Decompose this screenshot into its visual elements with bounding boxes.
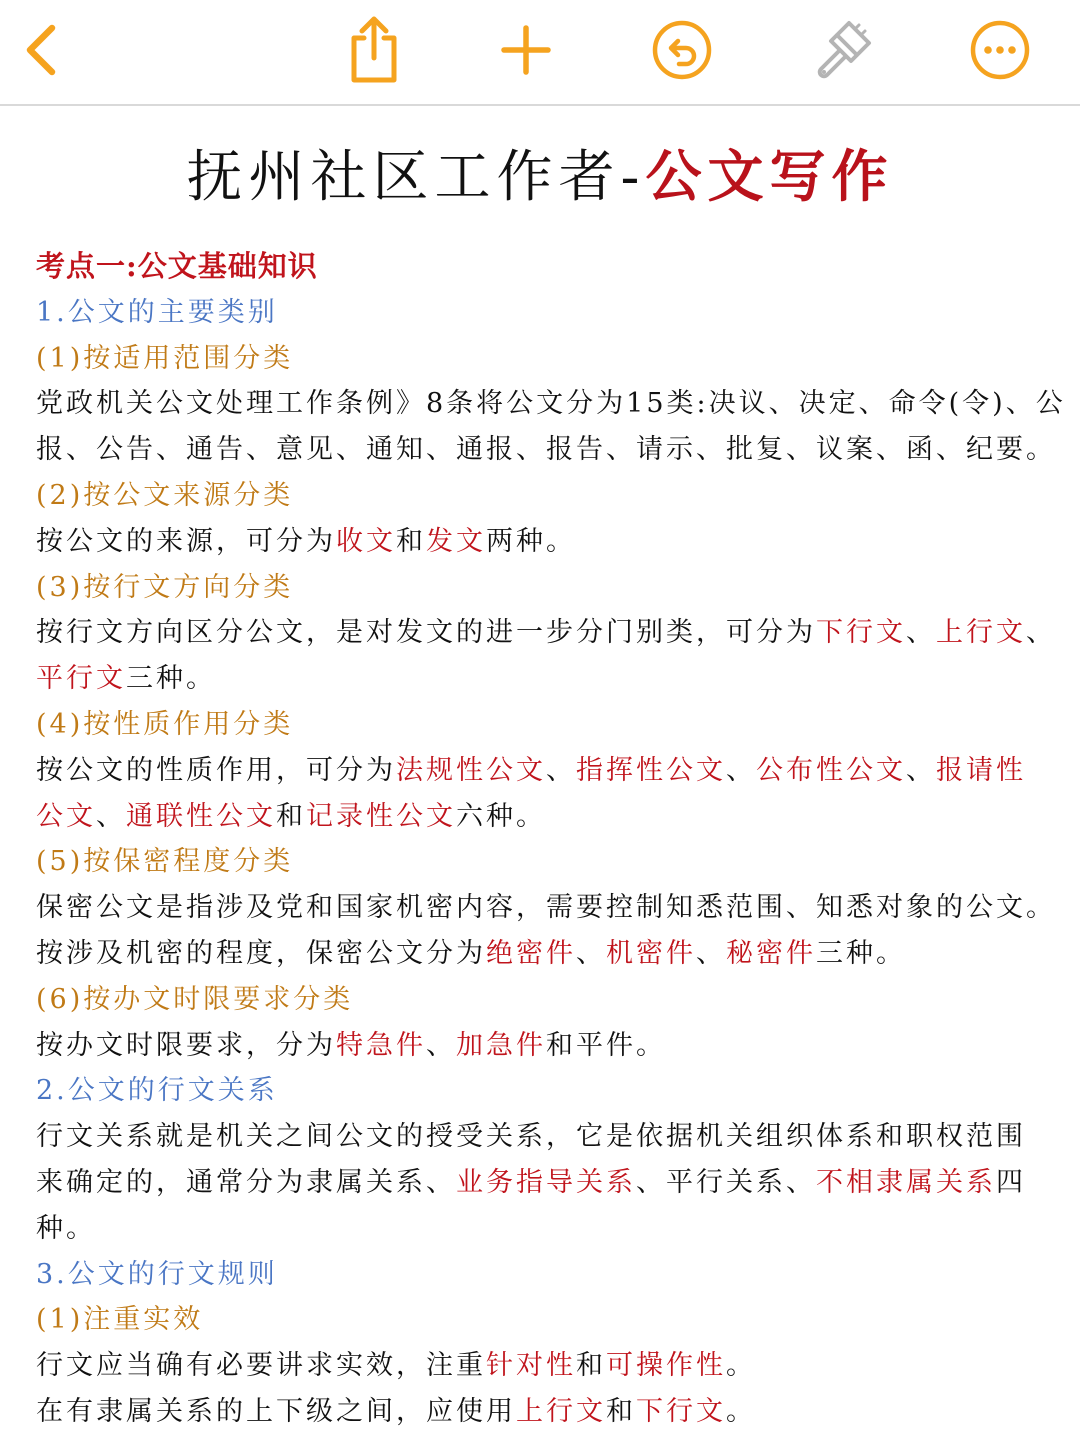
title-part-2: 公文写作 [645, 144, 894, 210]
highlighted-term: 机密件 [606, 937, 696, 969]
subtopic-heading [36, 336, 1060, 382]
document-title [0, 142, 1080, 213]
text-segment: (1)按适用范围分类 [36, 342, 294, 374]
highlighted-term: 针对性 [486, 1350, 576, 1382]
share-icon [342, 14, 406, 86]
paragraph-line [36, 794, 1060, 840]
text-segment: 和 [606, 1395, 636, 1427]
text-segment: 、 [426, 1029, 456, 1061]
plus-icon [496, 20, 556, 80]
highlighted-term: 发文 [426, 525, 486, 557]
paragraph-line [36, 1160, 1060, 1206]
undo-icon [650, 18, 714, 82]
text-segment: 报、公告、通告、意见、通知、通报、报告、请示、批复、议案、函、纪要。 [36, 434, 1056, 466]
text-segment: (4)按性质作用分类 [36, 708, 294, 740]
text-segment: 、 [696, 937, 726, 969]
document-body [0, 106, 1080, 1440]
highlighted-term: 特急件 [336, 1029, 426, 1061]
highlighted-term: 下行文 [636, 1395, 726, 1427]
undo-button[interactable] [646, 14, 718, 86]
text-segment: 按涉及机密的程度，保密公文分为 [36, 937, 486, 969]
chevron-left-icon [12, 20, 72, 80]
topic-heading [36, 1068, 1060, 1114]
text-segment: (5)按保密程度分类 [36, 846, 294, 878]
text-segment: 、 [96, 800, 126, 832]
text-segment: 按公文的来源，可分为 [36, 525, 336, 557]
paragraph-line [36, 931, 1060, 977]
paragraph-line [36, 610, 1060, 656]
text-segment: 种。 [36, 1212, 96, 1244]
text-segment: 行文应当确有必要讲求实效，注重 [36, 1350, 486, 1382]
highlighted-term: 收文 [336, 525, 396, 557]
paragraph-line [36, 1206, 1060, 1252]
section-heading [36, 244, 1060, 290]
text-segment: 按公文的性质作用，可分为 [36, 754, 396, 786]
highlighted-term: 上行文 [936, 617, 1026, 649]
highlighted-term: 可操作性 [606, 1350, 726, 1382]
toolbar [0, 0, 1080, 106]
text-segment: 、 [726, 754, 756, 786]
more-button[interactable] [964, 14, 1036, 86]
text-segment: (6)按办文时限要求分类 [36, 983, 354, 1015]
paragraph-line [36, 656, 1060, 702]
text-segment: 来确定的，通常分为隶属关系、 [36, 1166, 456, 1198]
topic-heading [36, 290, 1060, 336]
highlighted-term: 业务指导关系 [456, 1166, 636, 1198]
text-segment: 三种。 [126, 663, 216, 695]
text-segment: 、 [1026, 617, 1056, 649]
text-segment: 和 [276, 800, 306, 832]
subtopic-heading [36, 473, 1060, 519]
subtopic-heading [36, 702, 1060, 748]
paragraph-line [36, 381, 1066, 427]
highlighted-term: 指挥性公文 [576, 754, 726, 786]
subtopic-heading [36, 839, 1060, 885]
add-button[interactable] [490, 14, 562, 86]
text-segment: 、 [906, 754, 936, 786]
highlighted-term: 公布性公文 [756, 754, 906, 786]
text-segment: 、 [546, 754, 576, 786]
text-segment: 四 [996, 1166, 1026, 1198]
share-button[interactable] [338, 14, 410, 86]
text-segment: 六种。 [456, 800, 546, 832]
paragraph-line [36, 885, 1060, 931]
text-segment: 考点一:公文基础知识 [36, 249, 318, 283]
text-segment: (2)按公文来源分类 [36, 479, 294, 511]
highlighted-term: 秘密件 [726, 937, 816, 969]
highlighted-term: 下行文 [816, 617, 906, 649]
format-button[interactable] [806, 14, 878, 86]
subtopic-heading [36, 565, 1060, 611]
text-segment: 按行文方向区分公文，是对发文的进一步分门别类，可分为 [36, 617, 816, 649]
text-segment: 按办文时限要求，分为 [36, 1029, 336, 1061]
highlighted-term: 法规性公文 [396, 754, 546, 786]
text-segment: 、 [576, 937, 606, 969]
text-segment: 和 [396, 525, 426, 557]
highlighted-term: 公文 [36, 800, 96, 832]
paragraph-line [36, 519, 1060, 565]
highlighted-term: 报请性 [936, 754, 1026, 786]
text-segment: 和平件。 [546, 1029, 666, 1061]
highlighted-term: 记录性公文 [306, 800, 456, 832]
subtopic-heading [36, 977, 1060, 1023]
text-segment: 三种。 [816, 937, 906, 969]
text-segment: (3)按行文方向分类 [36, 571, 294, 603]
text-segment: 2.公文的行文关系 [36, 1075, 278, 1107]
document-content [36, 244, 1066, 1435]
text-segment: 保密公文是指涉及党和国家机密内容，需要控制知悉范围、知悉对象的公文。 [36, 892, 1056, 924]
text-segment: 党政机关公文处理工作条例》8条将公文分为15类:决议、决定、命令(令)、公 [36, 388, 1066, 420]
subtopic-heading [36, 1297, 1060, 1343]
text-segment: (1)注重实效 [36, 1304, 204, 1336]
text-segment: 两种。 [486, 525, 576, 557]
text-segment: 。 [726, 1350, 756, 1382]
text-segment: 3.公文的行文规则 [36, 1258, 278, 1290]
text-segment: 、平行关系、 [636, 1166, 816, 1198]
paragraph-line [36, 1023, 1060, 1069]
text-segment: 和 [576, 1350, 606, 1382]
title-part-1: 抚州社区工作者- [186, 145, 646, 210]
text-segment: 在有隶属关系的上下级之间，应使用 [36, 1395, 516, 1427]
highlighted-term: 上行文 [516, 1395, 606, 1427]
paragraph-line [36, 427, 1060, 473]
back-button[interactable] [6, 14, 78, 86]
highlighted-term: 平行文 [36, 663, 126, 695]
text-segment: 、 [906, 617, 936, 649]
text-segment: 1.公文的主要类别 [36, 296, 278, 328]
text-segment: 行文关系就是机关之间公文的授受关系，它是依据机关组织体系和职权范围 [36, 1121, 1026, 1153]
highlighted-term: 加急件 [456, 1029, 546, 1061]
paragraph-line [36, 1389, 1060, 1435]
paragraph-line [36, 1114, 1060, 1160]
text-segment: 。 [726, 1395, 756, 1427]
paintbrush-icon [809, 17, 875, 83]
topic-heading [36, 1252, 1060, 1298]
paragraph-line [36, 748, 1060, 794]
highlighted-term: 通联性公文 [126, 800, 276, 832]
ellipsis-icon [968, 18, 1032, 82]
highlighted-term: 不相隶属关系 [816, 1166, 996, 1198]
paragraph-line [36, 1343, 1060, 1389]
highlighted-term: 绝密件 [486, 937, 576, 969]
